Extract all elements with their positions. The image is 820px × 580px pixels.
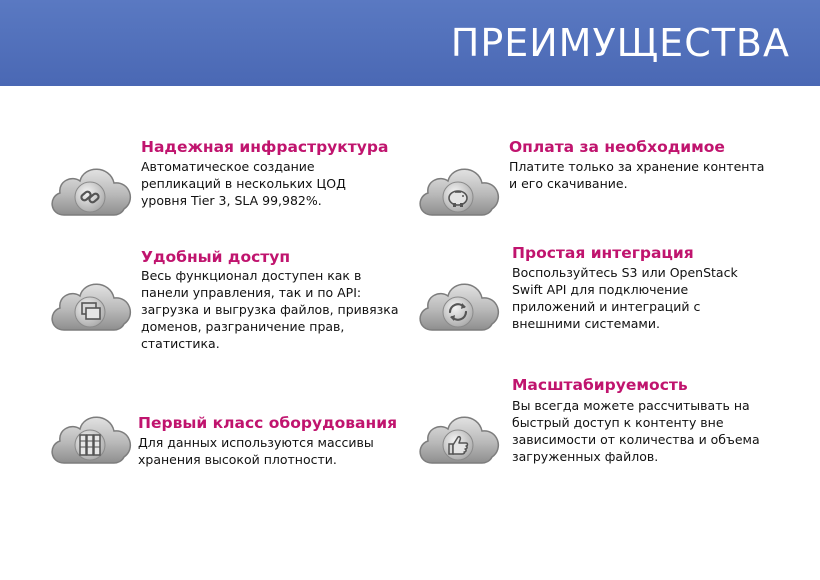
feature-description: Автоматическое создание репликаций в нескольких ЦОД уровня Tier 3, SLA 99,982%. <box>141 159 346 208</box>
sync-arrows-icon <box>412 272 504 336</box>
feature-title: Оплата за необходимое <box>509 138 725 156</box>
feature-title: Удобный доступ <box>141 248 291 266</box>
feature-description: Для данных используются массивы хранения высокой плотности. <box>138 435 374 467</box>
feature-description: Воспользуйтесь S3 или OpenStack Swift API для подключение приложений и интеграций с внешними системами. <box>512 265 738 331</box>
link-chain-icon <box>44 157 136 221</box>
page-title: ПРЕИМУЩЕСТВА <box>450 21 790 65</box>
feature-description: Весь функционал доступен как в панели управления, так и по API: загрузка и выгрузка файлов, привязка доменов, разграничение прав, статистика. <box>141 268 399 351</box>
feature-description: Платите только за хранение контента и его скачивание. <box>509 159 765 191</box>
feature-description: Вы всегда можете рассчитывать на быстрый доступ к контенту вне зависимости от количества и объема загруженных файлов. <box>512 398 760 464</box>
server-racks-icon <box>44 405 136 469</box>
feature-title: Первый класс оборудования <box>138 414 398 432</box>
windows-icon <box>44 272 136 336</box>
feature-title: Простая интеграция <box>512 244 694 262</box>
header-bar <box>0 0 820 86</box>
feature-title: Масштабируемость <box>512 376 688 394</box>
piggy-bank-icon <box>412 157 504 221</box>
thumbs-up-icon <box>412 405 504 469</box>
feature-title: Надежная инфраструктура <box>141 138 389 156</box>
